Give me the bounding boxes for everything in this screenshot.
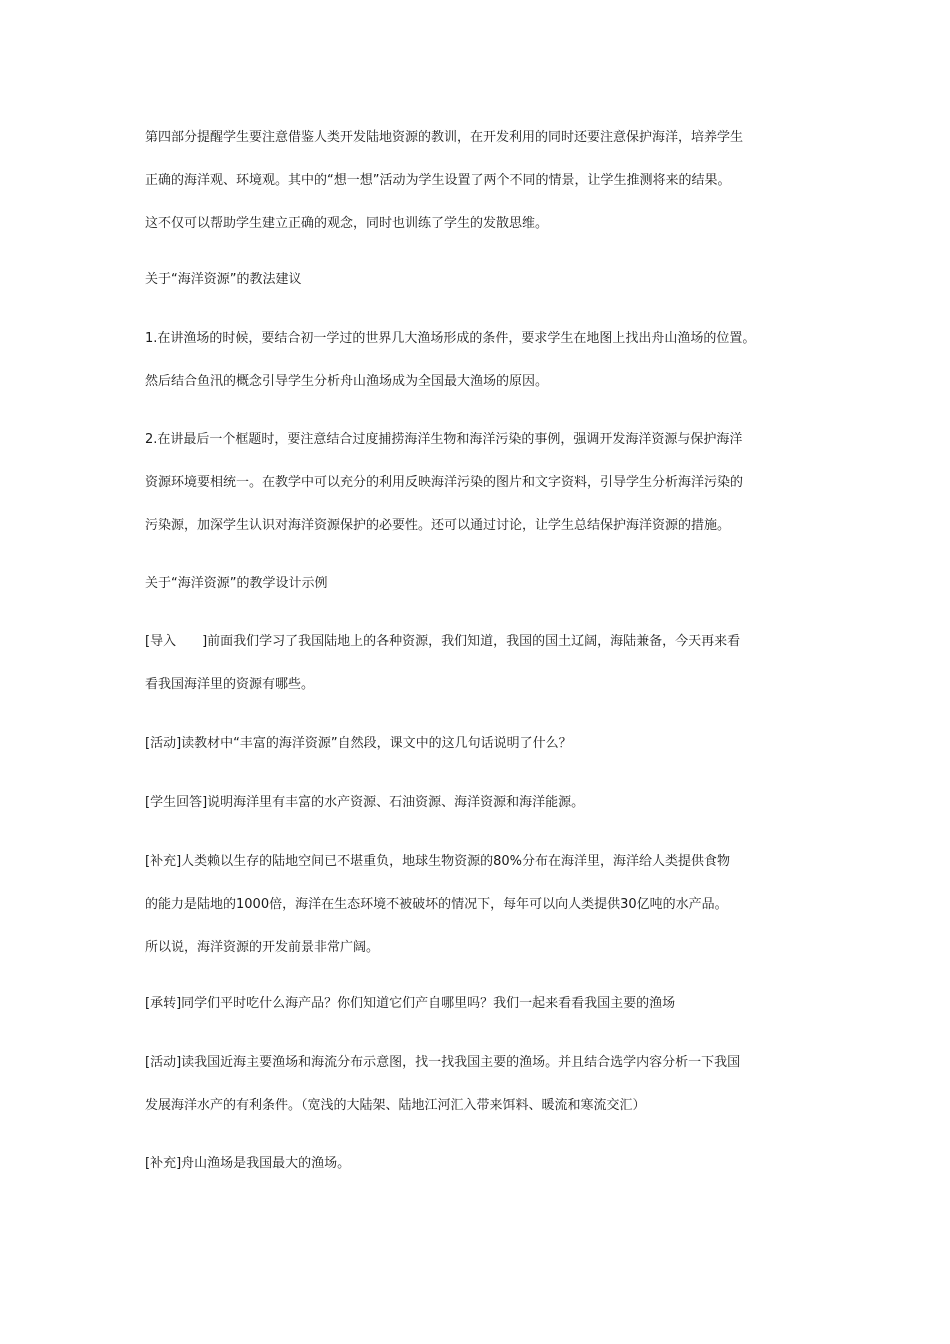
text-line: 第四部分提醒学生要注意借鉴人类开发陆地资源的教训，在开发利用的同时还要注意保护海洋，培养学生 [145, 130, 744, 145]
text-line: [补充]舟山渔场是我国最大的渔场。 [145, 1156, 351, 1171]
text-line: 正确的海洋观、环境观。其中的“想一想”活动为学生设置了两个不同的情景，让学生推测将来的结果。 [145, 173, 731, 188]
text-line: 1.在讲渔场的时候，要结合初一学过的世界几大渔场形成的条件，要求学生在地图上找出舟山渔场的位置。 [145, 331, 756, 346]
text-line: 关于“海洋资源”的教学设计示例 [145, 576, 328, 591]
text-line: 看我国海洋里的资源有哪些。 [145, 677, 315, 692]
paragraph-student-answer [145, 793, 835, 836]
text-line: 关于“海洋资源”的教法建议 [145, 272, 302, 287]
text-line: [学生回答]说明海洋里有丰富的水产资源、石油资源、海洋资源和海洋能源。 [145, 795, 585, 810]
text-line: [导入 ]前面我们学习了我国陆地上的各种资源，我们知道，我国的国土辽阔，海陆兼备，今天再来看 [145, 634, 741, 649]
text-line: 的能力是陆地的1000倍，海洋在生态环境不被破坏的情况下，每年可以向人类提供30亿吨的水产品。 [145, 897, 728, 912]
paragraph-supplement-2 [145, 1154, 835, 1197]
paragraph-introduction [145, 632, 835, 718]
text-line: [活动]读我国近海主要渔场和海流分布示意图，找一找我国主要的渔场。并且结合选学内容分析一下我国 [145, 1055, 741, 1070]
paragraph-part-four-summary [145, 128, 835, 257]
text-line: [补充]人类赖以生存的陆地空间已不堪重负，地球生物资源的80%分布在海洋里，海洋给人类提供食物 [145, 854, 731, 869]
paragraph-supplement-1 [145, 852, 835, 981]
paragraph-suggestion-1 [145, 329, 835, 415]
heading-teaching-design-example [145, 574, 835, 617]
paragraph-activity-2 [145, 1053, 835, 1139]
text-line: 资源环境要相统一。在教学中可以充分的利用反映海洋污染的图片和文字资料，引导学生分析海洋污染的 [145, 475, 744, 490]
paragraph-transition [145, 994, 835, 1037]
paragraph-activity-1 [145, 734, 835, 777]
text-line: 发展海洋水产的有利条件。（宽浅的大陆架、陆地江河汇入带来饵料、暖流和寒流交汇） [145, 1098, 646, 1113]
text-line: 2.在讲最后一个框题时，要注意结合过度捕捞海洋生物和海洋污染的事例，强调开发海洋资源与保护海洋 [145, 432, 743, 447]
text-line: [承转]同学们平时吃什么海产品？你们知道它们产自哪里吗？我们一起来看看我国主要的渔场 [145, 996, 676, 1011]
text-line: 所以说，海洋资源的开发前景非常广阔。 [145, 940, 380, 955]
text-line: 然后结合鱼汛的概念引导学生分析舟山渔场成为全国最大渔场的原因。 [145, 374, 549, 389]
text-line: [活动]读教材中“丰富的海洋资源”自然段，课文中的这几句话说明了什么？ [145, 736, 572, 751]
text-line: 这不仅可以帮助学生建立正确的观念，同时也训练了学生的发散思维。 [145, 216, 549, 231]
heading-teaching-method-suggestions [145, 270, 835, 313]
text-line: 污染源，加深学生认识对海洋资源保护的必要性。还可以通过讨论，让学生总结保护海洋资源的措施。 [145, 518, 731, 533]
paragraph-suggestion-2 [145, 430, 835, 559]
